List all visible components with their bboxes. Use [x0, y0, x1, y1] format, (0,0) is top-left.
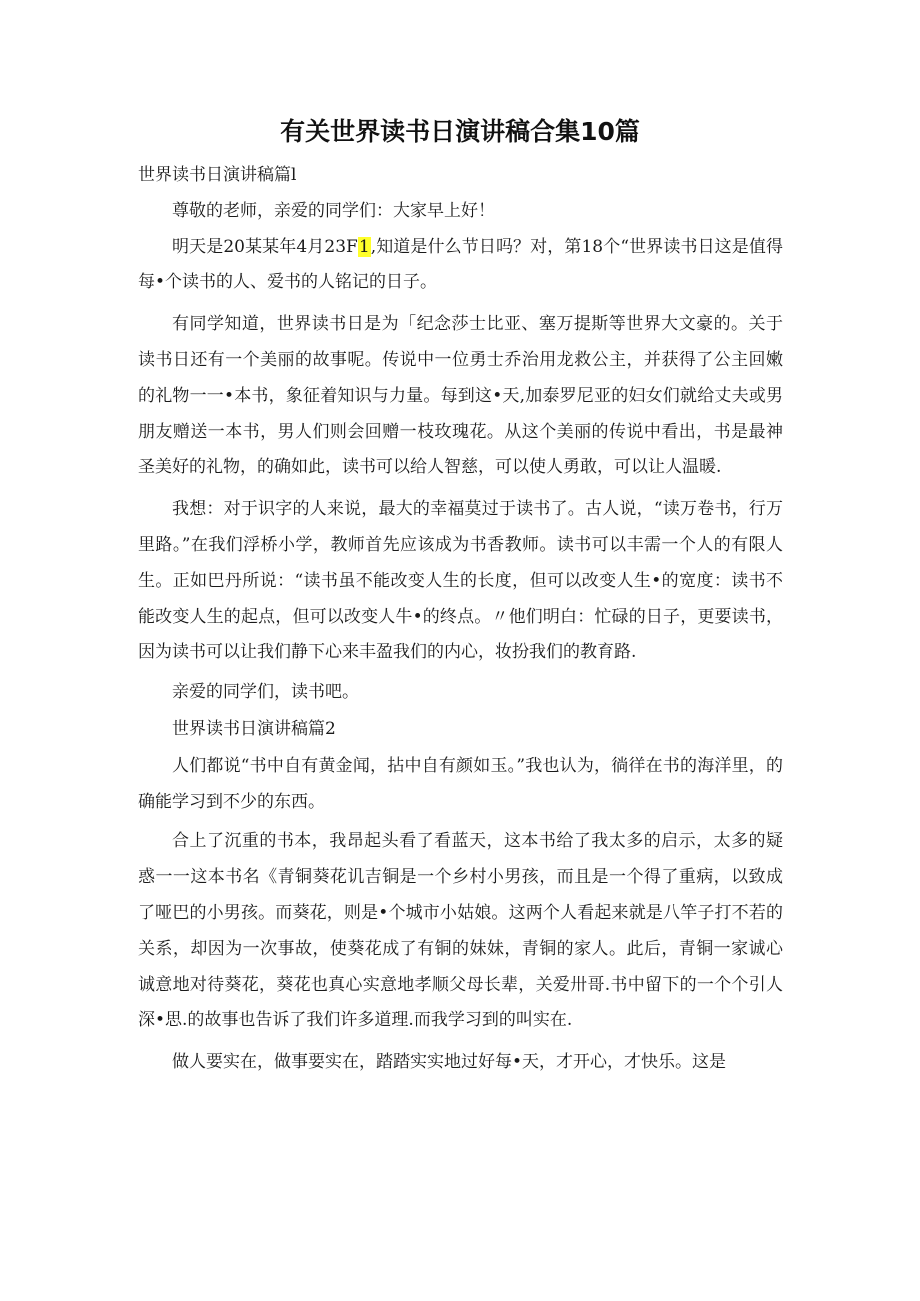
section-heading-1: 世界读书日演讲稿篇l — [138, 165, 297, 185]
paragraph-text-after-mark: ,知道是什么节日吗？对，第18个“世界读书日这是值得每•个读书的人、爱书的人铭记的日子。 — [138, 236, 784, 293]
paragraph-greeting: 尊敬的老师，亲爱的同学们：大家早上好！ — [172, 200, 495, 221]
paragraph-reading-day-date — [138, 230, 783, 302]
paragraph-bronze-sunflower: 合上了沉重的书本，我昂起头看了看蓝天，这本书给了我太多的启示，太多的疑惑一一这本书名《青铜葵花讥吉铜是一个乡村小男孩，而且是一个得了重病，以致成了哑巴的小男孩。而葵花，则是•个城市小姑娘。这两个人看起来就是八竿子打不若的关系，却因为一次事故，使葵花成了有铜的妹妹，青铜的家人。此后，青铜一家诚心诚意地对待葵花，葵花也真心实意地孝顺父母长辈，关爱卅哥.书中留下的一个个引人深•思.的故事也告诉了我们许多道理.而我学习到的叫实在. — [138, 831, 783, 1031]
document-title: 有关世界读书日演讲稿合集10篇 — [280, 117, 640, 146]
paragraph-happiness-of-reading: 我想：对于识字的人来说，最大的幸福莫过于读书了。古人说，“读万卷书，行万里路。”在我们浮桥小学，教师首先应该成为书香教师。读书可以丰需一个人的有限人生。正如巴丹所说：“读书虽不能改变人生的长度，但可以改变人生•的宽度：读书不能改变人生的起点，但可以改变人牛•的终点。〃他们明白：忙碌的日子，更要读书，因为读书可以让我们静下心来丰盈我们的内心，妆扮我们的教育路. — [138, 499, 783, 663]
section-heading-2: 世界读书日演讲稿篇2 — [172, 718, 336, 739]
paragraph-closing: 亲爱的同学们，读书吧。 — [172, 682, 359, 703]
paragraph-reading-day-origin: 有同学知道，世界读书日是为「纪念莎士比亚、塞万提斯等世界大文豪的。关于读书日还有一个美丽的故事呢。传说中一位勇士乔治用龙救公主，并获得了公主回嫩的礼物一一•本书，象征着知识与力量。每到这•天,加泰罗尼亚的妇女们就给丈夫或男朋友赠送一本书，男人们则会回赠一枝玫瑰花。从这个美丽的传说中看出，书是最神圣美好的礼物，的确如此，读书可以给人智慈，可以使人勇敢，可以让人温暖. — [138, 314, 783, 478]
document-body — [138, 158, 783, 1081]
paragraph-gold-in-books: 人们都说“书中自有黄金闻，拈中自有颜如玉。”我也认为，徜徉在书的海洋里，的确能学习到不少的东西。 — [138, 755, 783, 812]
paragraph-be-practical: 做人要实在，做事要实在，踏踏实实地过好每•天，才开心，才快乐。这是 — [172, 1052, 727, 1073]
highlighted-text: 1 — [358, 236, 370, 257]
paragraph-text-before-mark: 明天是20某某年4月23F — [172, 236, 358, 257]
